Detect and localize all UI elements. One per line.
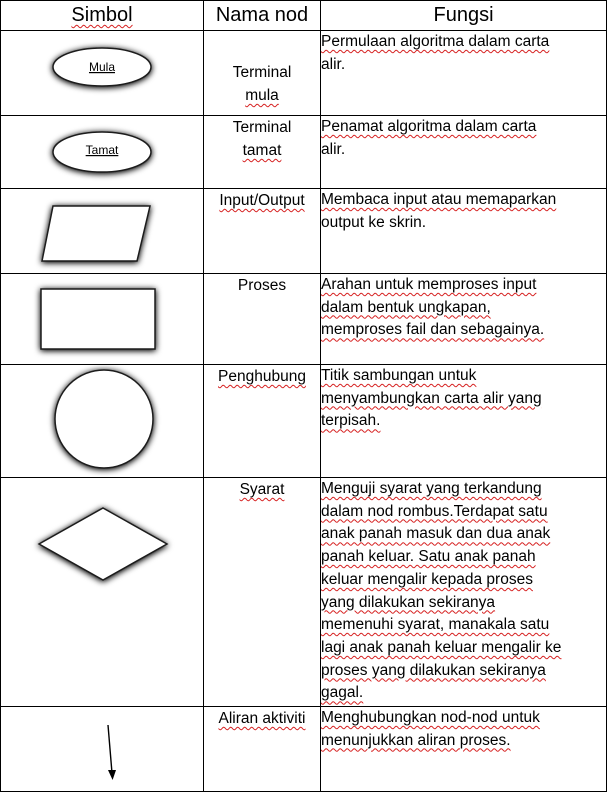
table-row [1, 478, 607, 707]
table-row [1, 189, 607, 274]
symbol-label-mula: Mula [88, 60, 116, 74]
terminal-start-symbol [1, 31, 204, 115]
symbol-cell [1, 189, 204, 274]
symbol-cell [1, 274, 204, 365]
symbol-cell [1, 116, 204, 189]
table-row [1, 116, 607, 189]
function-cell: Titik sambungan untuk menyambungkan carta alir yang terpisah. [321, 365, 607, 478]
header-function: Fungsi [321, 1, 607, 31]
symbol-cell [1, 365, 204, 478]
symbol-cell [1, 478, 204, 707]
header-row [1, 1, 607, 31]
rectangle-symbol [1, 274, 204, 364]
function-cell: Membaca input atau memaparkan output ke skrin. [321, 189, 607, 274]
function-cell: Menghubungkan nod-nod untuk menunjukkan aliran proses. [321, 707, 607, 792]
symbol-label-tamat: Tamat [85, 143, 119, 157]
node-name-cell: Proses [204, 274, 321, 365]
arrow-down-icon [1, 707, 204, 791]
table-row [1, 707, 607, 792]
function-cell: Permulaan algoritma dalam carta alir. [321, 31, 607, 116]
symbol-cell [1, 31, 204, 116]
node-name-cell: Syarat [204, 478, 321, 707]
function-cell: Menguji syarat yang terkandung dalam nod rombus.Terdapat satu anak panah masuk dan dua anak panah keluar. Satu anak panah keluar mengalir kepada proses yang dilakukan sekiranya memenuhi syarat, manakala satu lagi anak panah keluar mengalir ke proses yang dilakukan sekiranya gagal. [321, 478, 607, 707]
function-cell: Penamat algoritma dalam carta alir. [321, 116, 607, 189]
table-row [1, 31, 607, 116]
terminal-end-symbol [1, 116, 204, 188]
table-row [1, 274, 607, 365]
diamond-symbol [1, 478, 204, 706]
function-cell: Arahan untuk memproses input dalam bentuk ungkapan, memproses fail dan sebagainya. [321, 274, 607, 365]
node-name-cell: Input/Output [204, 189, 321, 274]
node-name-cell: Terminal tamat [204, 116, 321, 189]
parallelogram-symbol [1, 189, 204, 273]
symbol-cell [1, 707, 204, 792]
header-name: Nama nod [204, 1, 321, 31]
circle-symbol [1, 365, 204, 477]
node-name-cell: Penghubung [204, 365, 321, 478]
node-name-cell: Aliran aktiviti [204, 707, 321, 792]
header-symbol: Simbol [1, 1, 204, 31]
node-name-cell: Terminal mula [204, 31, 321, 116]
table-row [1, 365, 607, 478]
